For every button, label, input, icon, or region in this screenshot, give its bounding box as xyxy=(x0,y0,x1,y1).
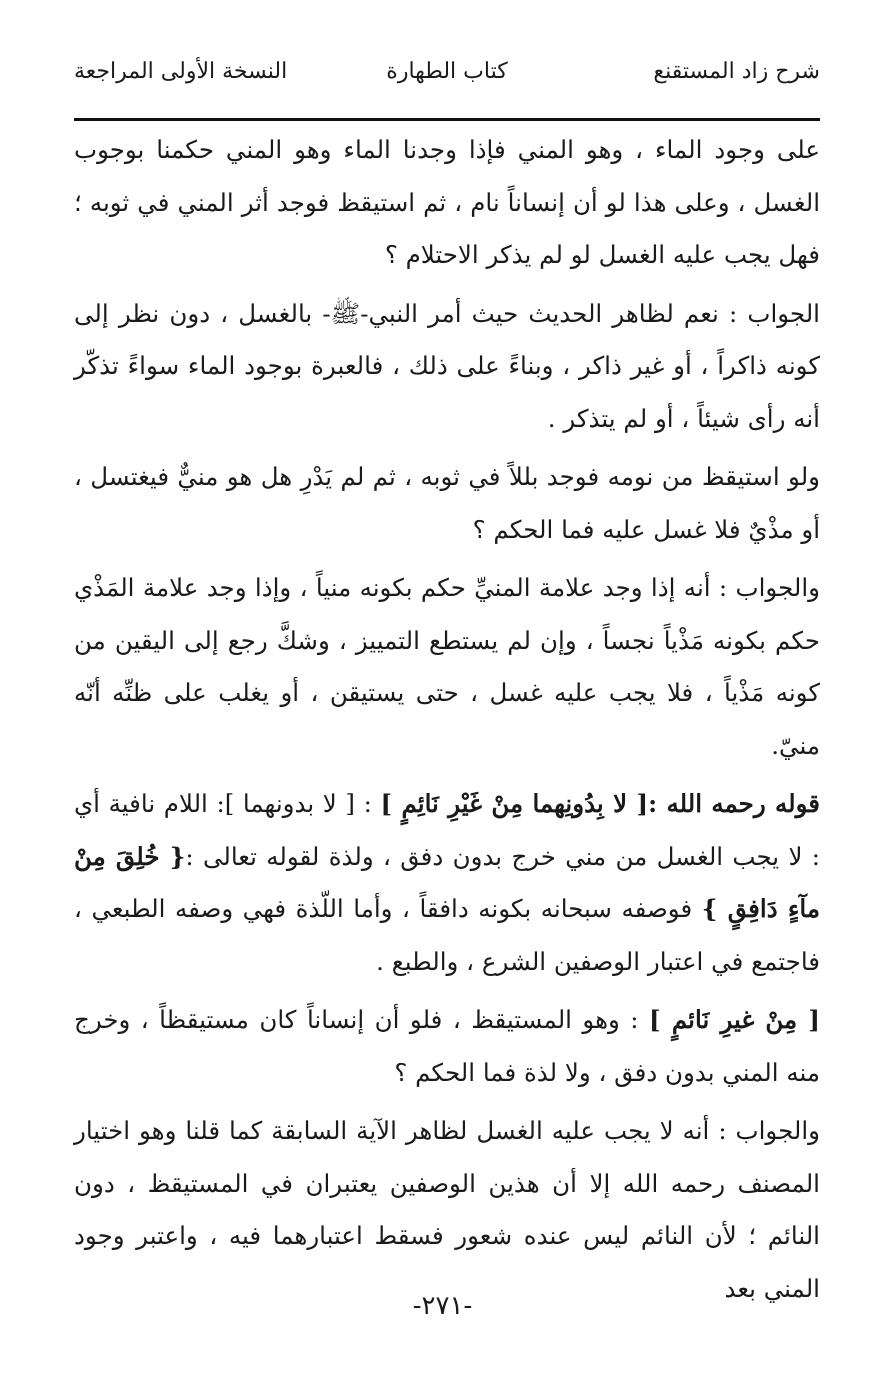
paragraph-4: والجواب : أنه إذا وجد علامة المنيِّ حكم بكونه منياً ، وإذا وجد علامة المَذْي حكم بكونه مَذْياً نجساً ، وإن لم يستطع التمييز ، وشكَّ رجع إلى اليقين من كونه مَذْياً ، فلا يجب عليه غسل ، حتى يستيقن ، أو يغلب على ظنِّه أنّه منيّ. xyxy=(74,573,820,760)
page-body xyxy=(74,124,820,1321)
paragraph-2: الجواب : نعم لظاهر الحديث حيث أمر النبي-ﷺ- بالغسل ، دون نظر إلى كونه ذاكراً ، أو غير ذاكر ، وبناءً على ذلك ، فالعبرة بوجود الماء سواءً تذكّر أنه رأى شيئاً ، أو لم يتذكر . xyxy=(74,298,820,433)
paragraph-7: والجواب : أنه لا يجب عليه الغسل لظاهر الآية السابقة كما قلنا وهو اختيار المصنف رحمه الله إلا أن هذين الوصفين يعتبران في المستيقظ ، دون النائم ؛ لأن النائم ليس عنده شعور فسقط اعتبارهما فيه ، واعتبر وجود المني بعد xyxy=(74,1116,820,1303)
matn-quote: [ مِنْ غيرِ نَائمٍ ] xyxy=(649,1005,820,1034)
paragraph-3: ولو استيقظ من نومه فوجد بللاً في ثوبه ، ثم لم يَدْرِ هل هو منيٌّ فيغتسل ، أو مذْيٌ فلا غسل عليه فما الحكم ؟ xyxy=(74,462,820,544)
header-book-title: شرح زاد المستقنع xyxy=(653,59,820,84)
paragraph-1: على وجود الماء ، وهو المني فإذا وجدنا الماء وهو المني حكمنا بوجوب الغسل ، وعلى هذا لو أن إنساناً نام ، ثم استيقظ فوجد أثر المني في ثوبه ؛ فهل يجب عليه الغسل لو لم يذكر الاحتلام ؟ xyxy=(74,135,820,269)
header-rule xyxy=(74,118,820,121)
header-chapter-title: كتاب الطهارة xyxy=(386,59,508,84)
quran-verse: { خُلِقَ مِنْ مآءٍ دَافِقٍ } xyxy=(74,841,820,923)
header-edition-note: النسخة الأولى المراجعة xyxy=(74,59,288,84)
paragraph-5: قوله رحمه الله :[ لا بِدُونِهما مِنْ غَيْرِ نَائِمٍ ] : [ لا بدونهما ]: اللام نافية أي : لا يجب الغسل من مني خرج بدون دفق ، ولذة لقوله تعالى :{ خُلِقَ مِنْ مآءٍ دَافِقٍ } فوصفه سبحانه بكونه دافقاً ، وأما اللّذة فهي وصفه الطبعي ، فاجتمع في اعتبار الوصفين الشرع ، والطبع . xyxy=(74,789,821,976)
matn-quote: قوله رحمه الله :[ لا بِدُونِهما مِنْ غَيْرِ نَائِمٍ ] xyxy=(380,789,821,818)
page-number: -٢٧١- xyxy=(412,1291,473,1321)
running-header xyxy=(74,56,820,96)
paragraph-6: [ مِنْ غيرِ نَائمٍ ] : وهو المستيقظ ، فلو أن إنساناً كان مستيقظاً ، وخرج منه المني بدون دفق ، ولا لذة فما الحكم ؟ xyxy=(74,1005,820,1087)
